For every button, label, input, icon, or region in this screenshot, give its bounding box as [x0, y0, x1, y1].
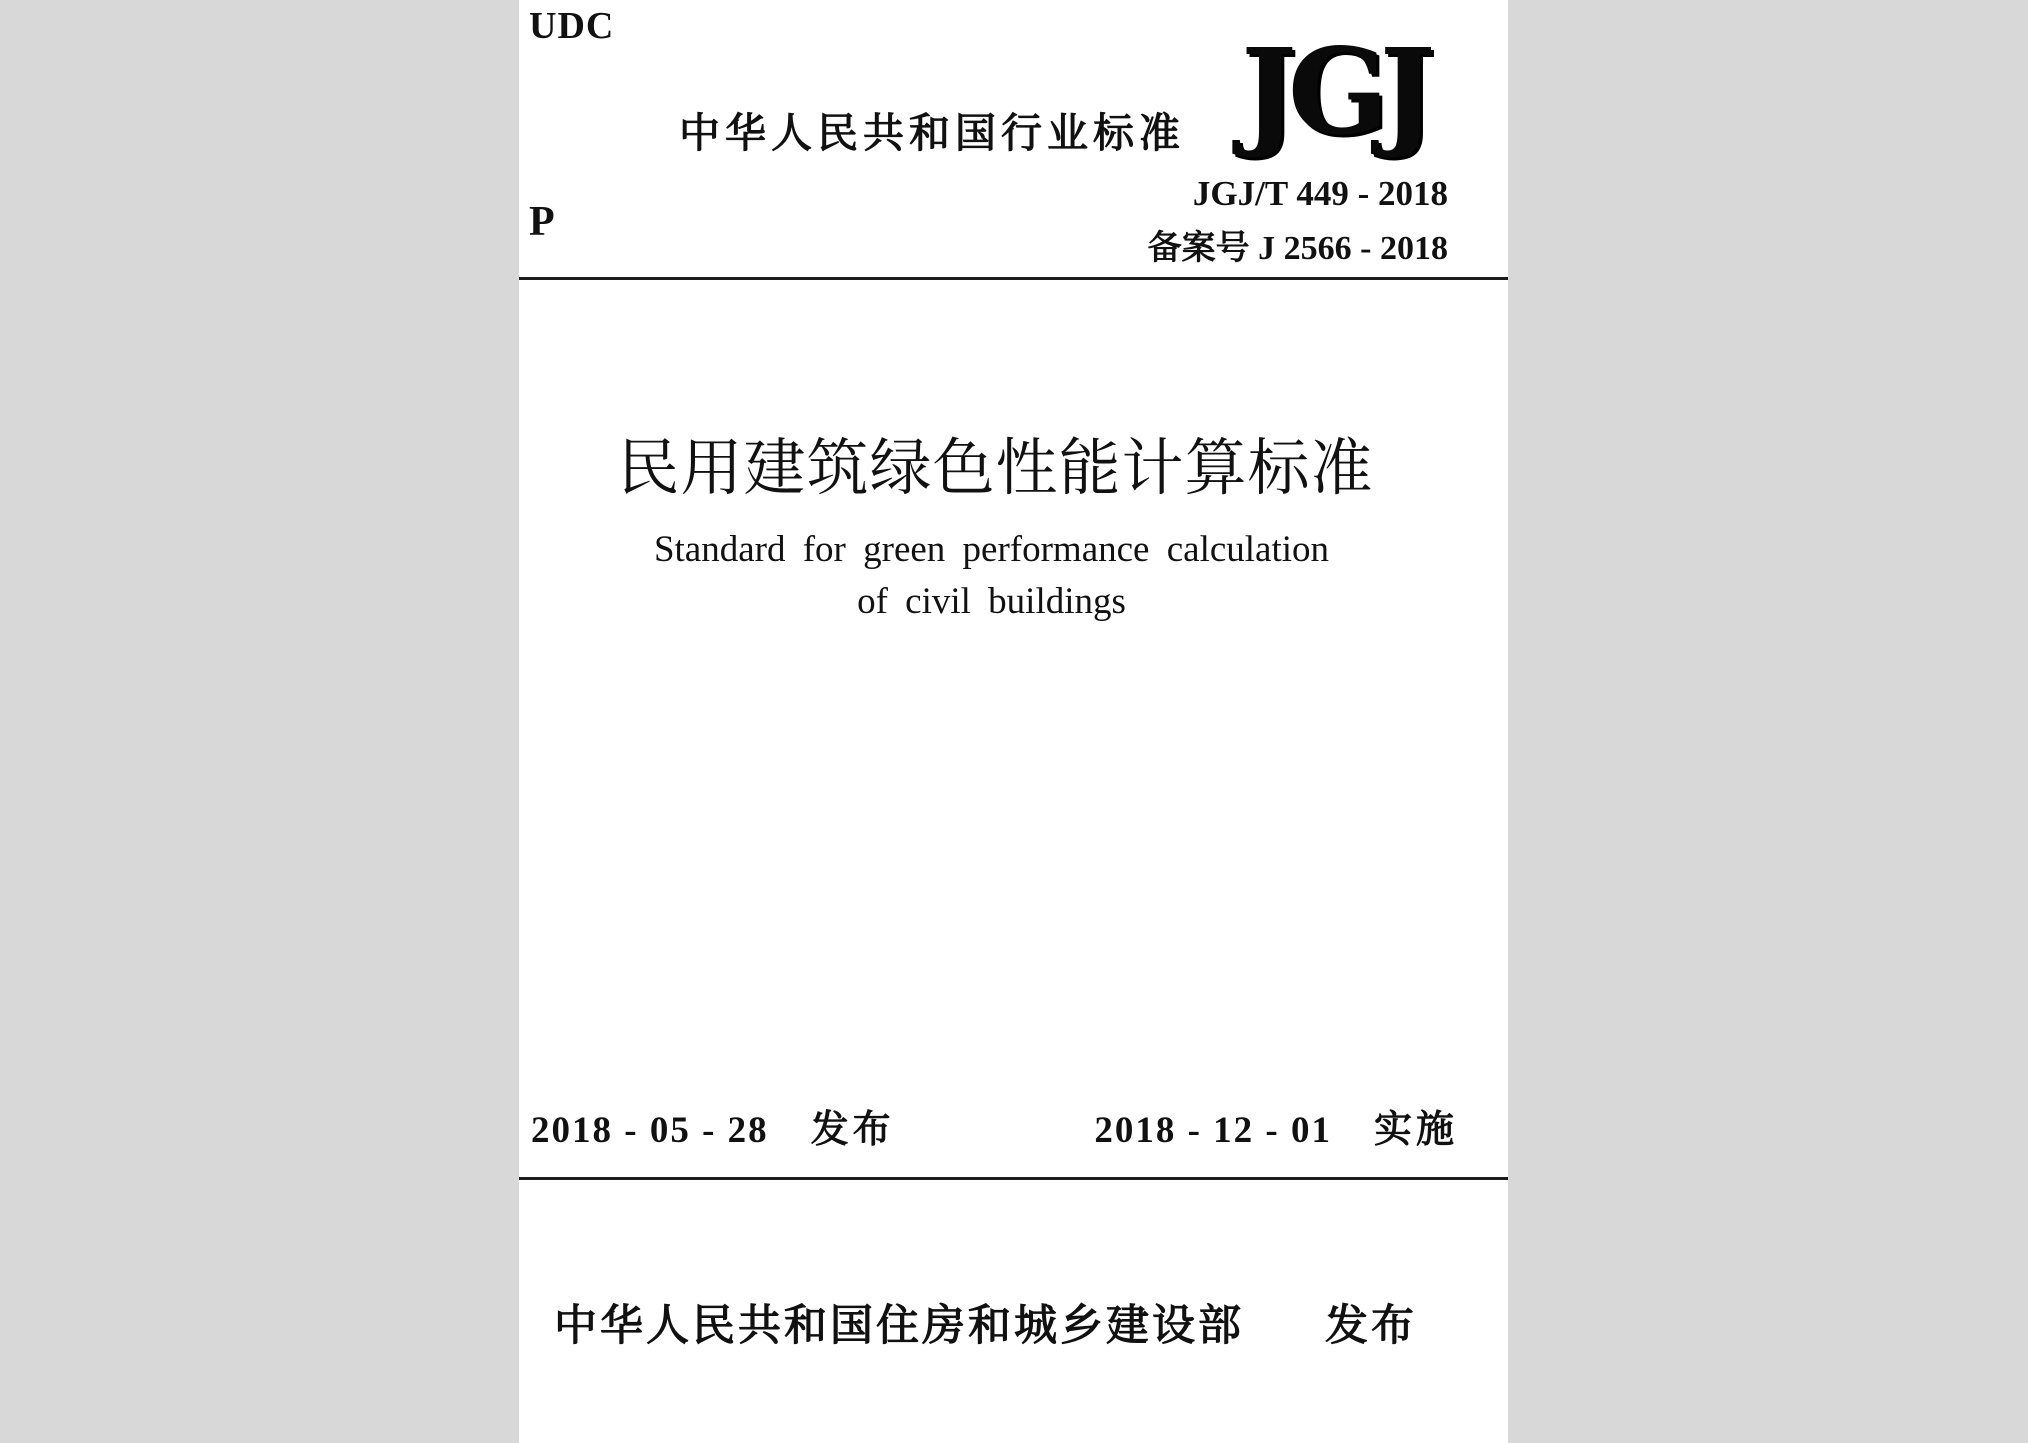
title-english-line2: of civil buildings [857, 581, 1126, 622]
dates-row [531, 1098, 1458, 1153]
standard-number: JGJ/T 449 - 2018 [1192, 174, 1448, 213]
classification-code: P [529, 199, 555, 245]
standard-type-heading: 中华人民共和国行业标准 [679, 110, 1185, 156]
issue-label: 发布 [810, 1109, 895, 1151]
header-divider-line [519, 277, 1508, 280]
issue-date: 2018 - 05 - 28 [531, 1110, 769, 1151]
publisher-name: 中华人民共和国住房和城乡建设部 [554, 1302, 1245, 1350]
implement-date-group [1094, 1098, 1458, 1153]
title-chinese: 民用建筑绿色性能计算标准 [617, 435, 1374, 503]
title-english [497, 524, 1486, 628]
record-number: 备案号 J 2566 - 2018 [1147, 230, 1448, 267]
udc-label: UDC [529, 5, 615, 47]
title-english-line1: Standard for green performance calculation [653, 529, 1330, 570]
publisher-row [491, 1292, 1480, 1353]
implement-label: 实施 [1373, 1109, 1458, 1151]
publish-label: 发布 [1324, 1302, 1417, 1350]
footer-divider-line [519, 1177, 1508, 1180]
implement-date: 2018 - 12 - 01 [1094, 1110, 1332, 1151]
jgj-logo: JGJ [1241, 22, 1427, 161]
issue-date-group [531, 1098, 895, 1153]
standard-cover-page [519, 0, 1508, 1443]
